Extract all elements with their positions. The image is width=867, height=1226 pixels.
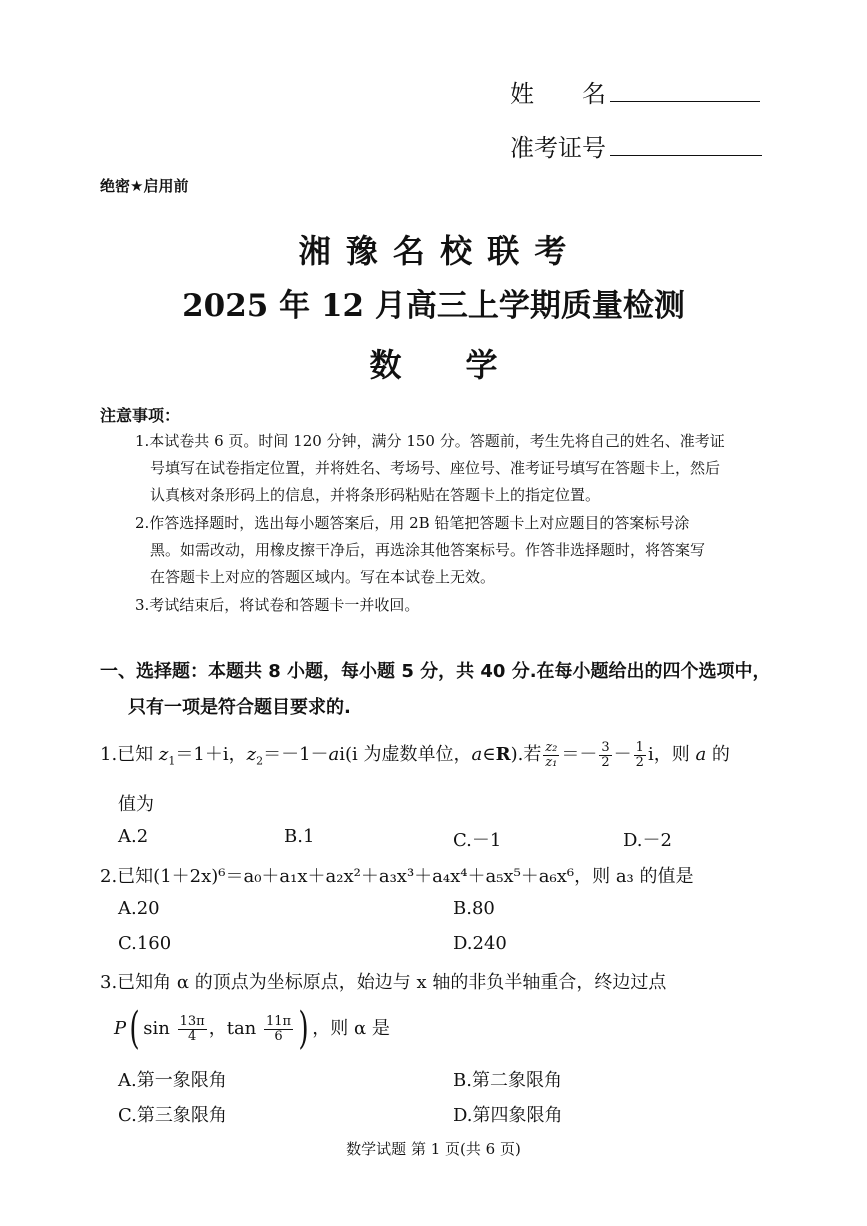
fraction: $\frac{\text{z₂}}{\text{z₁}}$: [545, 739, 558, 770]
q3-option-d: D.第四象限角: [453, 1105, 563, 1126]
name-blank: [610, 100, 760, 102]
subject-title: 数 学: [369, 346, 498, 384]
question-3: 3.已知角 α 的顶点为坐标原点，始边与 x 轴的非负半轴重合，终边过点: [100, 972, 667, 993]
q1-option-b: B.1: [284, 826, 315, 847]
q2-option-d: D.240: [453, 933, 507, 954]
fraction: $\frac{3}{2}$: [601, 739, 610, 770]
fraction: $\frac{13\pi}{4}$: [179, 1013, 205, 1044]
id-blank: [610, 154, 762, 156]
question-1-cont: 值为: [118, 794, 154, 815]
q1-option-a: A.2: [118, 826, 149, 847]
name-field-row: [510, 74, 760, 109]
notice-line: 1.本试卷共 6 页。时间 120 分钟，满分 150 分。答题前，考生先将自己的姓名、准考证: [135, 432, 725, 450]
q1-option-c: C.－1: [453, 830, 502, 851]
q2-option-b: B.80: [453, 898, 495, 919]
question-3-cont: P( sin $\frac{13\pi}{4}$ ，tan $\frac{11\pi}{6}$ ) ，则 α 是: [114, 1003, 390, 1054]
question-1: 1.已知 $z_1=1+i$，$z_2=-1-ai(i$ 为虚数单位，a∈R).若 $\frac{\text{z₂}}{\text{z₁}}$ ＝－ $\frac{3}{2}$ － $\frac{1}{2}$ i，则 a 的: [100, 739, 730, 770]
notice-line: 黑。如需改动，用橡皮擦干净后，再选涂其他答案标号。作答非选择题时，将答案写: [150, 541, 706, 559]
section-heading: 一、选择题：本题共 8 小题，每小题 5 分，共 40 分.在每小题给出的四个选项中，: [100, 661, 771, 682]
notice-heading: 注意事项：: [100, 406, 181, 425]
fraction: $\frac{1}{2}$: [635, 739, 644, 770]
exam-title: 湘 豫 名 校 联 考: [298, 232, 569, 270]
id-field-row: [510, 128, 762, 163]
notice-line: 2.作答选择题时，选出每小题答案后，用 2B 铅笔把答题卡上对应题目的答案标号涂: [135, 514, 690, 532]
question-2: 2.已知(1＋2x)⁶＝a₀＋a₁x＋a₂x²＋a₃x³＋a₄x⁴＋a₅x⁵＋a₆x⁶，则 a₃ 的值是: [100, 866, 694, 887]
q3-option-c: C.第三象限角: [118, 1105, 227, 1126]
name-label: 姓 名: [510, 80, 606, 108]
notice-line: 号填写在试卷指定位置，并将姓名、考场号、座位号、准考证号填写在答题卡上，然后: [150, 459, 721, 477]
exam-subtitle: 2025 年 12 月高三上学期质量检测: [182, 288, 685, 324]
secret-label: 绝密★启用前: [100, 177, 189, 195]
q3-option-b: B.第二象限角: [453, 1070, 562, 1091]
q3-option-a: A.第一象限角: [118, 1070, 227, 1091]
id-label: 准考证号: [510, 134, 606, 162]
fraction: $\frac{11\pi}{6}$: [266, 1013, 292, 1044]
q1-option-d: D.－2: [623, 830, 672, 851]
notice-line: 认真核对条形码上的信息，并将条形码粘贴在答题卡上的指定位置。: [150, 486, 601, 504]
notice-line: 3.考试结束后，将试卷和答题卡一并收回。: [135, 596, 420, 614]
q2-option-c: C.160: [118, 933, 172, 954]
q2-option-a: A.20: [118, 898, 160, 919]
page-footer: 数学试题 第 1 页(共 6 页): [346, 1140, 521, 1158]
notice-line: 在答题卡上对应的答题区域内。写在本试卷上无效。: [150, 568, 496, 586]
section-heading-cont: 只有一项是符合题目要求的.: [128, 697, 351, 718]
